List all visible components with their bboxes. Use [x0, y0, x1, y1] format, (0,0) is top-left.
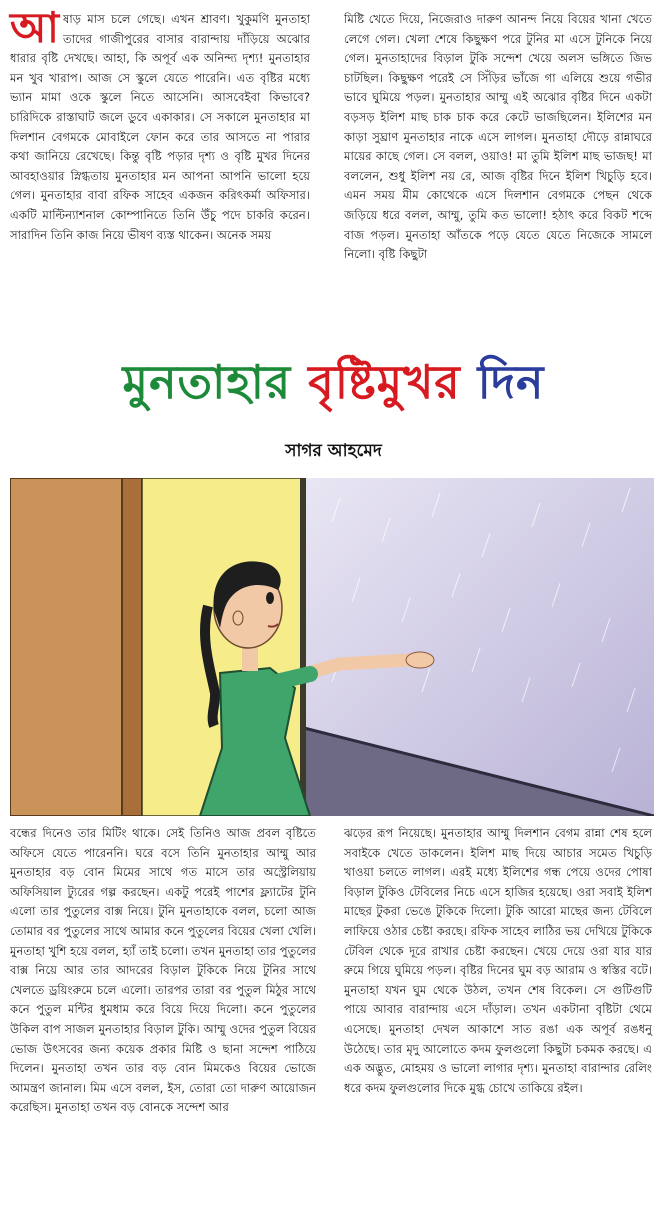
story-text-column-1: ষাড় মাস চলে গেছে। এখন শ্রাবণ। খুকুমণি মুনতাহা তাদের গাজীপুরের বাসার বারান্দায় দাঁড়িয়ে অঝোর ধারার বৃষ্টি দেখছে। আহা, কি অপূর্ব এক অনিন্দ্য দৃশ্য! মুনতাহার মন খুব খারাপ। আজ সে স্কুলে যেতে পারেনি। এত বৃষ্টির মধ্যে ভ্যান মামা ওকে স্কুলে নিতে আসেনি। আসবেইবা কিভাবে? চারিদিকে রাস্তাঘাট জলে ডুবে একাকার। সে সকালে মুনতাহার মা দিলশান বেগমকে মোবাইলে ফোন করে তার আসতে না পারার কথা জানিয়ে রেখেছে। কিন্তু বৃষ্টি পড়ার দৃশ্য ও বৃষ্টি মুখর দিনের আবহাওয়ার স্নিগ্ধতায় মুনতাহার মন আপনা আপনি ভালো হয়ে গেল। মুনতাহার বাবা রফিক সাহেব একজন করিৎকর্মা অফিসার। একটি মাল্টিন্যাশনাল কোম্পানিতে তিনি উঁচু পদে চাকরি করেন। সারাদিন তিনি কাজ নিয়ে ভীষণ ব্যস্ত থাকেন। অনেক সময়: [10, 12, 310, 242]
story-text-column-3: বন্ধের দিনেও তার মিটিং থাকে। সেই তিনিও আজ প্রবল বৃষ্টিতে অফিসে যেতে পারেননি। ঘরে বসে তিনি মুনতাহার আম্মু আর মুনতাহার বড় বোন মিমের সাথে গত মাসে তার অস্ট্রেলিয়ায় অফিসিয়াল ট্যুরের গল্প করছেন। একটু পরেই পাশের ফ্ল্যাটের টুনি এলো তার পুতুলের বাক্স নিয়ে। টুনি মুনতাহাকে বলল, চলো আজ তোমার বর পুতুলের সাথে আমার কনে পুতুলের বিয়ের খেলা খেলি। মুনতাহা খুশি হয়ে বলল, হ্যাঁ তাই চলো। তখন মুনতাহা তার পুতুলের বাক্স নিয়ে আর তার আদরের বিড়াল টুকিকে নিয়ে টুনির সাথে খেলতে ড্রয়িংরুমে চলে এলো। তারপর তারা বর পুতুল মিঠুর সাথে কনে পুতুল মন্টির ধুমধাম করে বিয়ে দিয়ে দিলো। কনে পুতুলের উকিল বাপ সাজল মুনতাহার বিড়াল টুকি। আম্মু ওদের পুতুল বিয়ের ভোজ উৎসবের জন্য কয়েক প্রকার মিষ্টি ও ছানা সন্দেশ পাঠিয়ে দিলেন। মুনতাহা তখন তার বড় বোন মিমকেও বিয়ের ভোজে আমন্ত্রণ জানাল। মিম এসে বলল, ইস, তোরা তো দারুণ আয়োজন করেছিস। মুনতাহা তখন বড় বোনকে সন্দেশ আর: [10, 826, 316, 1115]
story-illustration: [10, 478, 654, 816]
story-column-2: [344, 10, 652, 265]
story-column-1: [10, 3, 310, 245]
story-text-column-4: ঝড়ের রূপ নিয়েছে। মুনতাহার আম্মু দিলশান বেগম রান্না শেষ হলে সবাইকে খেতে ডাকলেন। ইলিশ মাছ দিয়ে আচার সমেত খিচুড়ি খাওয়া চলতে লাগল। এরই মধ্যে ইলিশের গন্ধ পেয়ে ওদের পোষা বিড়াল টুকিও টেবিলের নিচে এসে হাজির হয়েছে। ওরা সবাই ইলিশ মাছের টুকরা ভেঙে টুকিকে দিলো। টুকি আরো মাছের জন্য টেবিলে লাফিয়ে ওঠার চেষ্টা করছে। রফিক সাহেব লাঠির ভয় দেখিয়ে টুকিকে টেবিল থেকে দূরে রাখার চেষ্টা করছেন। খেয়ে দেয়ে ওরা যার যার রুমে গিয়ে ঘুমিয়ে পড়ল। বৃষ্টির দিনের ঘুম বড় আরাম ও স্বস্তির বটে। মুনতাহা যখন ঘুম থেকে উঠল, তখন শেষ বিকেল। সে গুটিগুটি পায়ে আবার বারান্দায় এসে দাঁড়াল। তখন একটানা বৃষ্টিটা থেমে এসেছে। মুনতাহা দেখল আকাশে সাত রঙা এক অপূর্ব রঙধনু উঠেছে। তার মৃদু আলোতে কদম ফুলগুলো কিছুটা চকমক করছে। এ এক অদ্ভুত, মোহময় ও ভালো লাগার দৃশ্য। মুনতাহা বারান্দার রেলিং ধরে কদম ফুলগুলোর দিকে মুগ্ধ চোখে তাকিয়ে রইল।: [344, 826, 652, 1095]
author-name: সাগর আহমেদ: [285, 441, 382, 461]
door-frame: [122, 478, 142, 816]
story-column-3: [10, 824, 316, 1118]
story-title: [0, 352, 667, 412]
title-word-din: দিন: [477, 355, 545, 409]
drop-cap: আ: [10, 3, 59, 52]
title-word-muntahar: মুনতাহার: [122, 355, 292, 409]
story-column-4: [344, 824, 652, 1098]
title-word-brishtimukhor: বৃষ্টিমুখর: [308, 355, 461, 409]
story-text-column-2: মিষ্টি খেতে দিয়ে, নিজেরাও দারুণ আনন্দ নিয়ে বিয়ের খানা খেতে লেগে গেল। খেলা শেষে কিছুক্ষণ পরে টুনির মা এসে টুনিকে নিয়ে গেল। মুনতাহাদের বিড়াল টুকি সন্দেশ খেয়ে অলস ভঙ্গিতে জিভ চাটছিল। কিছুক্ষণ পরেই সে সিঁড়ির ভাঁজে গা এলিয়ে শুয়ে গভীর ভাবে ঘুমিয়ে পড়ল। মুনতাহার আম্মু এই অঝোর বৃষ্টির দিনে একটা বড়সড় ইলিশ মাছ চাক চাক করে কেটে ভাজছিলেন। ইলিশের মন কাড়া সুঘ্রাণ মুনতাহার নাকে এসে লাগল। মুনতাহা দৌড়ে রান্নাঘরে মায়ের কাছে গেল। সে বলল, ওয়াও! মা তুমি ইলিশ মাছ ভাজছ! মা বললেন, শুধু ইলিশ নয় রে, আজ বৃষ্টির দিনে ইলিশ খিচুড়ি হবে। এমন সময় মীম কোথেকে এসে দিলশান বেগমকে পেছন থেকে জড়িয়ে ধরে বলল, আম্মু, তুমি কত ভালো! হঠাৎ করে বিকট শব্দে বাজ পড়ল। মুনতাহা আঁতকে পড়ে যেতে যেতে নিজেকে সামলে নিলো। বৃষ্টি কিছুটা: [344, 12, 652, 262]
door-panel: [10, 478, 122, 816]
